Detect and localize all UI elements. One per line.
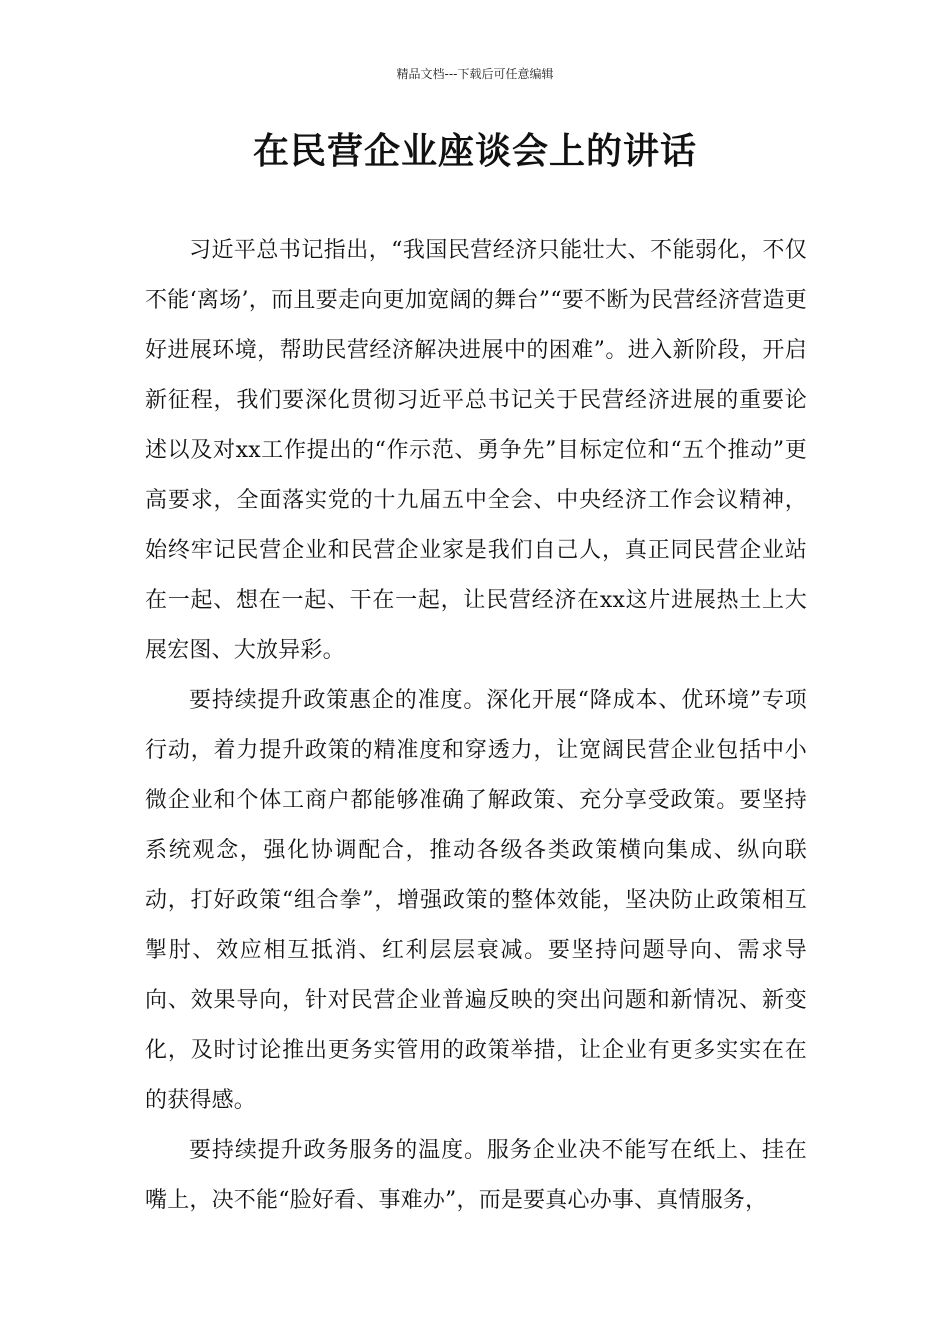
header-note: 精品文档---下载后可任意编辑 [396,67,554,81]
document-body [145,226,807,1226]
paragraph-policy-precision: 要持续提升政策惠企的准度。深化开展“降成本、优环境”专项行动，着力提升政策的精准度和穿透力，让宽阔民营企业包括中小微企业和个体工商户都能够准确了解政策、充分享受政策。要坚持系统观念，强化协调配合，推动各级各类政策横向集成、纵向联动，打好政策“组合拳”，增强政策的整体效能，坚决防止政策相互掣肘、效应相互抵消、红利层层衰减。要坚持问题导向、需求导向、效果导向，针对民营企业普遍反映的突出问题和新情况、新变化，及时讨论推出更务实管用的政策举措，让企业有更多实实在在的获得感。 [145,688,807,1113]
paragraph-service-warmth: 要持续提升政务服务的温度。服务企业决不能写在纸上、挂在嘴上，决不能“脸好看、事难办”，而是要真心办事、真情服务， [145,1138,807,1213]
paragraph-intro: 习近平总书记指出，“我国民营经济只能壮大、不能弱化，不仅不能‘离场’，而且要走向更加宽阔的舞台”“要不断为民营经济营造更好进展环境，帮助民营经济解决进展中的困难”。进入新阶段，开启新征程，我们要深化贯彻习近平总书记关于民营经济进展的重要论述以及对xx工作提出的“作示范、勇争先”目标定位和“五个推动”更高要求，全面落实党的十九届五中全会、中央经济工作会议精神，始终牢记民营企业和民营企业家是我们自己人，真正同民营企业站在一起、想在一起、干在一起，让民营经济在xx这片进展热土上大展宏图、大放异彩。 [145,238,807,663]
document-title: 在民营企业座谈会上的讲话 [252,131,697,172]
